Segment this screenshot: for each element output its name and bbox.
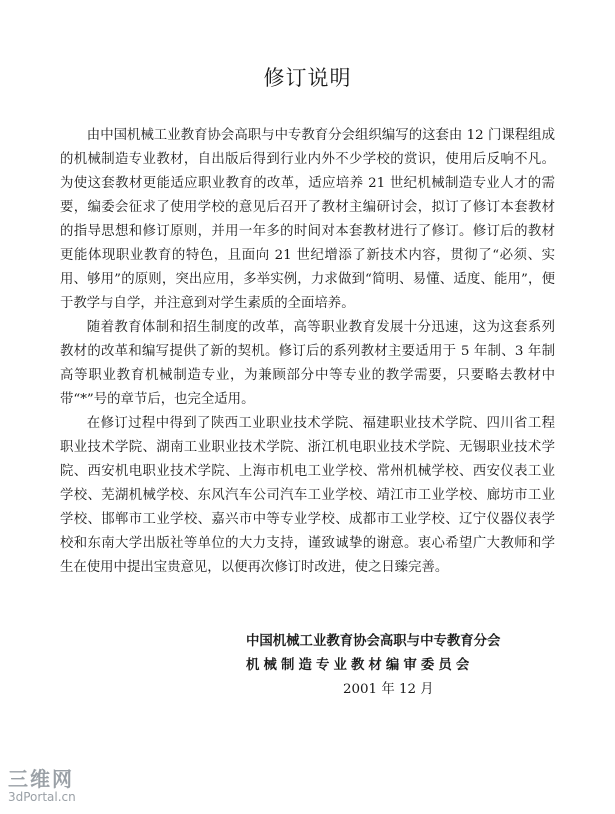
paragraph-2: 随着教育体制和招生制度的改革，高等职业教育发展十分迅速，这为这套系列教材的改革和编写提供了新的契机。修订后的系列教材主要适用于 5 年制、3 年制高等职业教育机械制造专业，为兼顾部分中等专业的教学需要，只要略去教材中带“*”号的章节后，也完全适用。 (60, 320, 555, 407)
page-title: 修订说明 (263, 66, 352, 90)
signature-block (246, 630, 576, 702)
watermark-logo (8, 768, 76, 804)
body-text (60, 124, 555, 580)
watermark-cn: 三维网 (8, 767, 74, 791)
signature-organization: 中国机械工业教育协会高职与中专教育分会 (246, 634, 501, 649)
watermark-en: 3dPortal.cn (8, 790, 76, 804)
paragraph-1: 由中国机械工业教育协会高职与中专教育分会组织编写的这套由 12 门课程组成的机械制造专业教材，自出版后得到行业内外不少学校的赏识，使用后反响不凡。为使这套教材更能适应职业教育的改革，适应培养 21 世纪机械制造专业人才的需要，编委会征求了使用学校的意见后召开了教材主编研讨会，拟订了修订本套教材的指导思想和修订原则，并用一年多的时间对本套教材进行了修订。修订后的教材更能体现职业教育的特色，且面向 21 世纪增添了新技术内容，贯彻了“必须、实用、够用”的原则，突出应用，多举实例，力求做到“简明、易懂、适度、能用”，便于教学与自学，并注意到对学生素质的全面培养。 (60, 128, 555, 311)
paragraph-3: 在修订过程中得到了陕西工业职业技术学院、福建职业技术学院、四川省工程职业技术学院、湖南工业职业技术学院、浙江机电职业技术学院、无锡职业技术学院、西安机电职业技术学院、上海市机电工业学校、常州机械学校、西安仪表工业学校、芜湖机械学校、东风汽车公司汽车工业学校、靖江市工业学校、廊坊市工业学校、邯郸市工业学校、嘉兴市中等专业学校、成都市工业学校、辽宁仪器仪表学校和东南大学出版社等单位的大力支持，谨致诚挚的谢意。衷心希望广大教师和学生在使用中提出宝贵意见，以便再次修订时改进，使之日臻完善。 (60, 416, 555, 575)
signature-committee: 机械制造专业教材编审委员会 (246, 658, 474, 673)
signature-date: 2001 年 12 月 (343, 682, 434, 697)
